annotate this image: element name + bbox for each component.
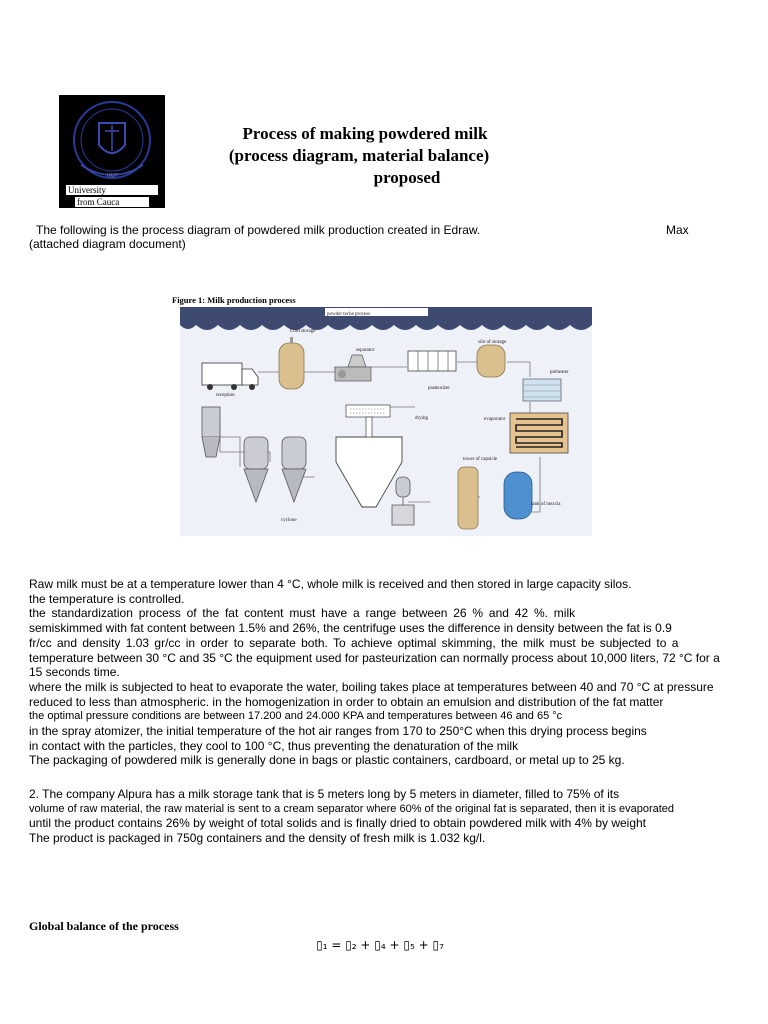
title-line-1: Process of making powdered milk [242, 124, 488, 143]
problem-paragraph [29, 787, 749, 846]
body-line: reduced to less than atmospheric. in the homogenization in order to obtain an emulsion and distribution of the fat matter [29, 694, 664, 709]
problem-line: until the product contains 26% by weight of total solids and is finally dried to obtain powdered milk with 4% by weight [29, 816, 647, 831]
capsule-tower-tank [458, 467, 478, 529]
label-evaporator: evaporator [484, 417, 506, 422]
section-heading-global-balance: Global balance of the process [29, 919, 179, 933]
body-line: semiskimmed with fat content between 1.5% and 26%, the centrifuge uses the difference in density between the fat is 0.9 [29, 621, 672, 636]
body-line: the temperature is controlled. [29, 591, 185, 606]
body-line: Raw milk must be at a temperature lower than 4 °C, whole milk is received and then stored in large capacity silos. [29, 577, 632, 591]
body-line: in the spray atomizer, the initial temperature of the hot air ranges from 170 to 250°C when this drying process begins [29, 724, 647, 739]
label-drying: drying [415, 416, 429, 421]
evaporator-unit [510, 413, 568, 453]
body-line: temperature between 30 °C and 35 °C the equipment used for pasteurization can normally process about 10,000 liters, 72 °C for a [29, 650, 720, 665]
body-line: 15 seconds time. [29, 665, 120, 680]
title-line-2: (process diagram, material balance) [228, 146, 490, 165]
svg-text:1827: 1827 [106, 173, 118, 179]
balance-equation: ▯₁ = ▯₂ + ▯₄ + ▯₅ + ▯₇ [316, 938, 444, 952]
university-logo [59, 95, 165, 208]
body-line: in contact with the particles, they cool to 100 °C, thus preventing the denaturation of the milk [29, 738, 519, 753]
intro-line-2: (attached diagram document) [29, 237, 186, 251]
intro-right-text: Max [666, 223, 689, 237]
body-line: where the milk is subjected to heat to evaporate the water, boiling takes place at temperatures between 40 and 70 °C at pressure [29, 679, 714, 694]
label-silo-storage: silo of storage [478, 340, 507, 345]
body-line: the standardization process of the fat content must have a range between 26 % and 42 %. milk [29, 606, 576, 621]
process-diagram [180, 307, 592, 536]
figure-caption: Figure 1: Milk production process [172, 295, 296, 305]
problem-line: 2. The company Alpura has a milk storage tank that is 5 meters long by 5 meters in diameter, filled to 75% of its [29, 787, 620, 801]
label-preheater: preheater [550, 370, 569, 375]
intro-paragraph [29, 223, 709, 251]
storage-silo-tank [477, 345, 505, 377]
body-line: The packaging of powdered milk is generally done in bags or plastic containers, cardboard, or metal up to 25 kg. [29, 753, 625, 768]
label-cyclone: cyclone [281, 518, 297, 523]
intro-text: The following is the process diagram of powdered milk production created in Edraw. [36, 223, 481, 237]
label-reception: reception [216, 393, 235, 398]
body-line: the optimal pressure conditions are between 17.200 and 24.000 KPA and temperatures between 46 and 65 °c [29, 710, 563, 723]
problem-line: The product is packaged in 750g containers and the density of fresh milk is 1.032 kg/l. [29, 831, 486, 846]
cold-storage-tank [279, 337, 304, 389]
body-line: fr/cc and density 1.03 gr/cc in order to separate both. To achieve optimal skimming, the milk must be subjected to a [29, 635, 679, 650]
label-tower: tower of capsicle [463, 457, 498, 462]
label-pasteurizer: pasteurizer [428, 386, 450, 391]
logo-text-cauca: from Cauca [75, 197, 149, 207]
page-title [170, 123, 560, 189]
label-separator: separator [356, 348, 375, 353]
problem-line: volume of raw material, the raw material is sent to a cream separator where 60% of the original fat is separated, then it is evaporated [29, 802, 675, 815]
label-cold-storage: Cold storage [290, 329, 316, 334]
hopper-machine [202, 407, 220, 457]
body-paragraph [29, 577, 749, 768]
title-line-3: proposed [373, 168, 441, 187]
label-tank: tank of mezcla [531, 502, 561, 507]
logo-text-university: University [65, 184, 159, 196]
preheater-unit [523, 379, 561, 401]
process-diagram-svg [180, 307, 592, 536]
pasteurizer-unit [408, 351, 456, 371]
diagram-header-label: powder teche process [327, 312, 371, 317]
mixing-tank [504, 472, 532, 519]
